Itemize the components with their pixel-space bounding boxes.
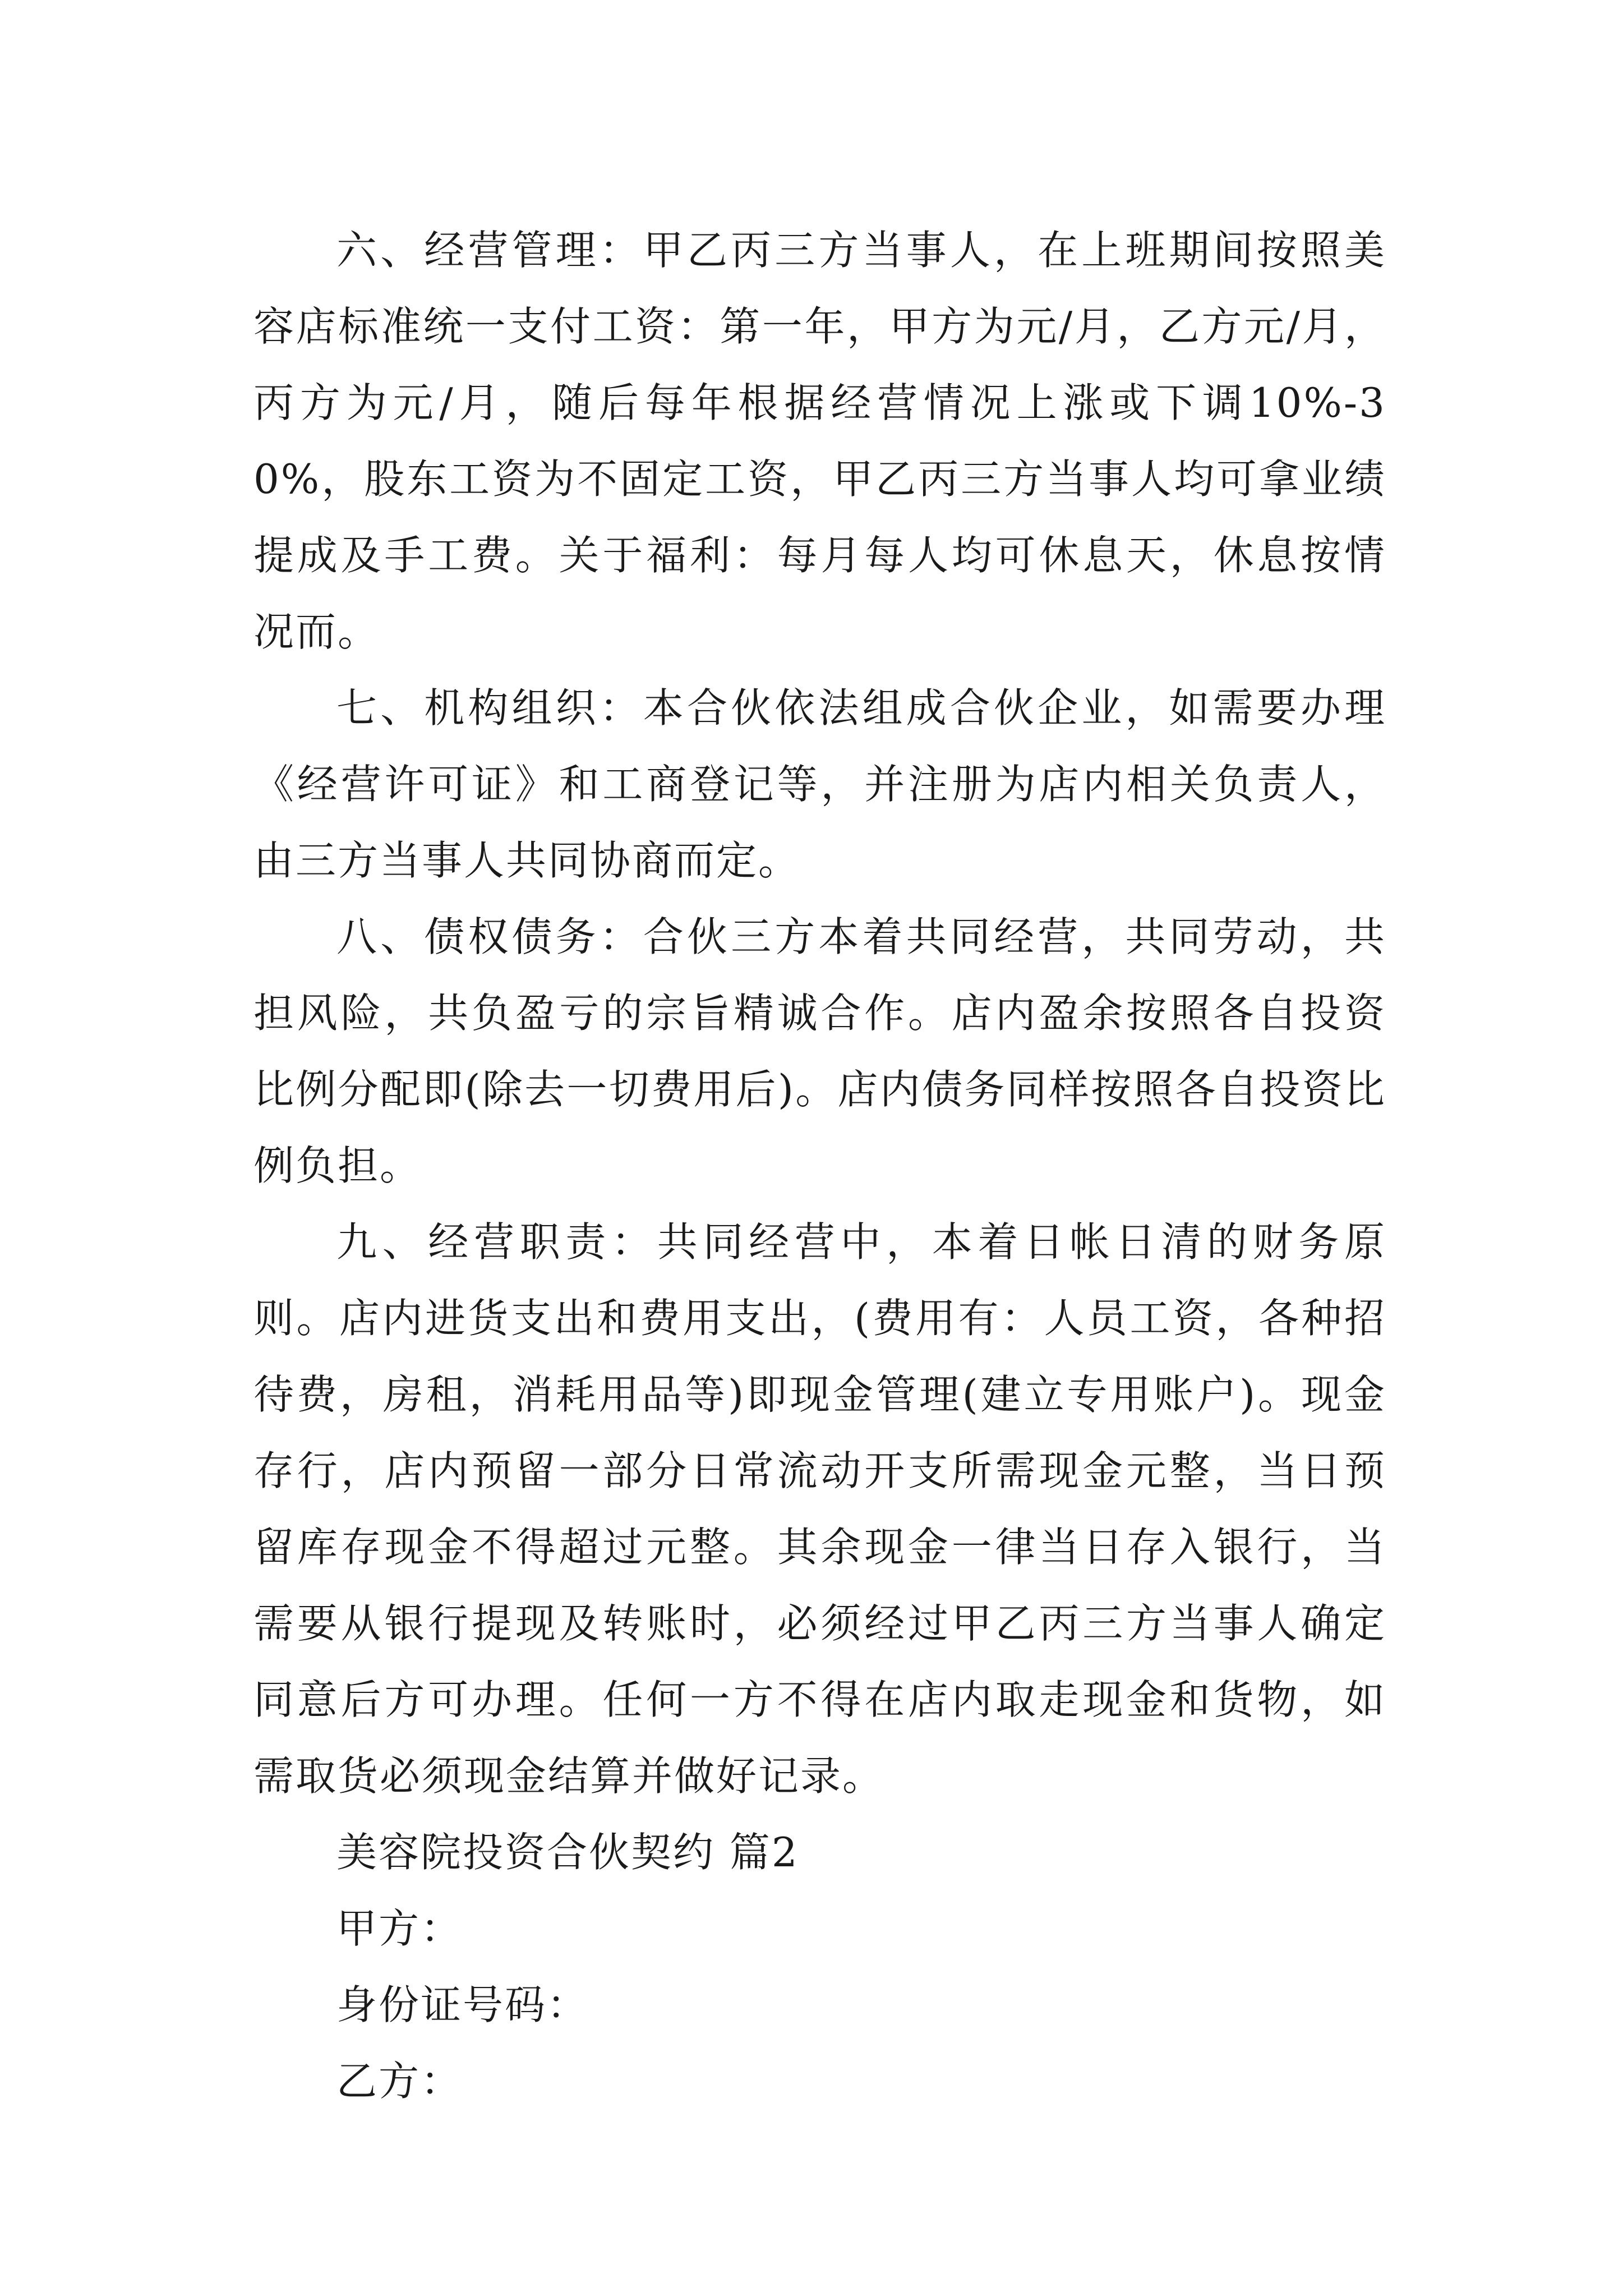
clause-nine-responsibilities: 九、经营职责：共同经营中，本着日帐日清的财务原则。店内进货支出和费用支出，(费用有：人员工资，各种招待费，房租，消耗用品等)即现金管理(建立专用账户)。现金存行，店内预留一部分日常流动开支所需现金元整，当日预留库存现金不得超过元整。其余现金一律当日存入银行，当需要从银行提现及转账时，必须经过甲乙丙三方当事人确定同意后方可办理。任何一方不得在店内取走现金和货物，如需取货必须现金结算并做好记录。 <box>253 1218 1386 1800</box>
document-body <box>253 212 1386 2119</box>
clause-eight-debts: 八、债权债务：合伙三方本着共同经营，共同劳动，共担风险，共负盈亏的宗旨精诚合作。店内盈余按照各自投资比例分配即(除去一切费用后)。店内债务同样按照各自投资比例负担。 <box>253 913 1386 1189</box>
clause-seven-organization: 七、机构组织：本合伙依法组成合伙企业，如需要办理《经营许可证》和工商登记等，并注册为店内相关负责人，由三方当事人共同协商而定。 <box>253 684 1386 884</box>
section-title: 美容院投资合伙契约 篇2 <box>336 1829 799 1876</box>
clause-six-business-management: 六、经营管理：甲乙丙三方当事人，在上班期间按照美容店标准统一支付工资：第一年，甲方为元/月，乙方元/月，丙方为元/月，随后每年根据经营情况上涨或下调10%-30%，股东工资为不固定工资，甲乙丙三方当事人均可拿业绩提成及手工费。关于福利：每月每人均可休息天，休息按情况而。 <box>253 227 1386 655</box>
party-b-field: 乙方： <box>336 2058 463 2105</box>
party-a-field: 甲方： <box>336 1905 463 1952</box>
id-number-field: 身份证号码： <box>336 1981 589 2028</box>
